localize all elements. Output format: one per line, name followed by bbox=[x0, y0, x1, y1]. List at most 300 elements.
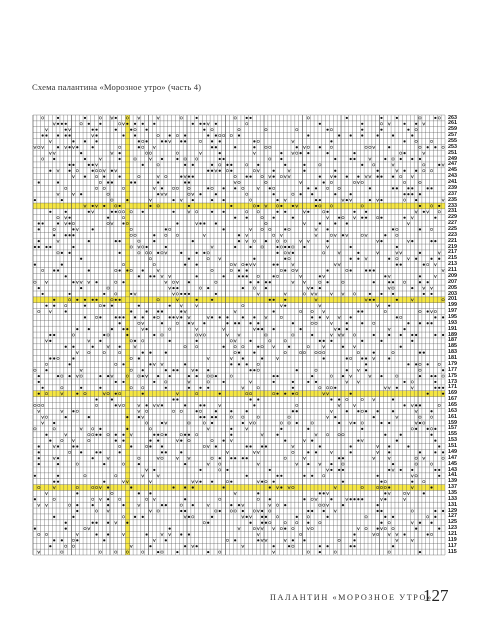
filled-dot-icon bbox=[273, 264, 275, 266]
filled-dot-icon bbox=[203, 123, 205, 125]
open-circle-icon bbox=[292, 451, 294, 453]
open-circle-icon bbox=[207, 258, 209, 260]
filled-dot-icon bbox=[72, 246, 74, 248]
filled-dot-icon bbox=[153, 275, 155, 277]
v-stitch-icon bbox=[249, 263, 251, 266]
filled-dot-icon bbox=[353, 422, 355, 424]
open-circle-icon bbox=[130, 228, 132, 230]
open-circle-icon bbox=[215, 510, 217, 512]
open-circle-icon bbox=[342, 463, 344, 465]
open-circle-icon bbox=[161, 434, 163, 436]
filled-dot-icon bbox=[72, 234, 74, 236]
filled-dot-icon bbox=[230, 170, 232, 172]
filled-dot-icon bbox=[45, 134, 47, 136]
filled-dot-icon bbox=[350, 269, 352, 271]
open-circle-icon bbox=[330, 146, 332, 148]
open-circle-icon bbox=[430, 533, 432, 535]
filled-dot-icon bbox=[442, 451, 444, 453]
filled-dot-icon bbox=[388, 334, 390, 336]
filled-dot-icon bbox=[161, 451, 163, 453]
filled-dot-icon bbox=[430, 434, 432, 436]
open-circle-icon bbox=[392, 527, 394, 529]
filled-dot-icon bbox=[311, 475, 313, 477]
filled-dot-icon bbox=[319, 123, 321, 125]
open-circle-icon bbox=[246, 164, 248, 166]
filled-dot-icon bbox=[68, 164, 70, 166]
filled-dot-icon bbox=[288, 545, 290, 547]
filled-dot-icon bbox=[215, 134, 217, 136]
filled-dot-icon bbox=[49, 170, 51, 172]
filled-dot-icon bbox=[211, 316, 213, 318]
filled-dot-icon bbox=[411, 340, 413, 342]
open-circle-icon bbox=[323, 504, 325, 506]
filled-dot-icon bbox=[172, 199, 174, 201]
open-circle-icon bbox=[211, 439, 213, 441]
open-circle-icon bbox=[423, 170, 425, 172]
filled-dot-icon bbox=[161, 422, 163, 424]
filled-dot-icon bbox=[380, 422, 382, 424]
open-circle-icon bbox=[53, 428, 55, 430]
open-circle-icon bbox=[361, 234, 363, 236]
v-stitch-icon bbox=[376, 445, 378, 448]
filled-dot-icon bbox=[42, 134, 44, 136]
open-circle-icon bbox=[142, 140, 144, 142]
filled-dot-icon bbox=[57, 222, 59, 224]
v-stitch-icon bbox=[319, 304, 321, 307]
v-stitch-icon bbox=[153, 146, 155, 149]
v-stitch-icon bbox=[249, 422, 251, 425]
open-circle-icon bbox=[234, 346, 236, 348]
filled-dot-icon bbox=[84, 158, 86, 160]
filled-dot-icon bbox=[219, 158, 221, 160]
filled-dot-icon bbox=[188, 176, 190, 178]
open-circle-icon bbox=[246, 211, 248, 213]
filled-dot-icon bbox=[434, 334, 436, 336]
v-stitch-icon bbox=[357, 527, 359, 530]
filled-dot-icon bbox=[269, 469, 271, 471]
open-circle-icon bbox=[115, 363, 117, 365]
filled-dot-icon bbox=[392, 516, 394, 518]
filled-dot-icon bbox=[38, 181, 40, 183]
v-stitch-icon bbox=[373, 398, 375, 401]
open-circle-icon bbox=[396, 234, 398, 236]
filled-dot-icon bbox=[403, 193, 405, 195]
filled-dot-icon bbox=[246, 516, 248, 518]
filled-dot-icon bbox=[92, 522, 94, 524]
open-circle-icon bbox=[242, 346, 244, 348]
v-stitch-icon bbox=[303, 457, 305, 460]
v-stitch-icon bbox=[246, 428, 248, 431]
open-circle-icon bbox=[45, 416, 47, 418]
v-stitch-icon bbox=[349, 199, 351, 202]
filled-dot-icon bbox=[430, 410, 432, 412]
filled-dot-icon bbox=[261, 522, 263, 524]
filled-dot-icon bbox=[165, 539, 167, 541]
filled-dot-icon bbox=[392, 410, 394, 412]
filled-dot-icon bbox=[403, 217, 405, 219]
filled-dot-icon bbox=[49, 211, 51, 213]
open-circle-icon bbox=[80, 375, 82, 377]
filled-dot-icon bbox=[180, 451, 182, 453]
filled-dot-icon bbox=[380, 522, 382, 524]
open-circle-icon bbox=[319, 164, 321, 166]
open-circle-icon bbox=[103, 187, 105, 189]
filled-dot-icon bbox=[284, 440, 286, 442]
row-number-label: 133 bbox=[448, 495, 457, 502]
open-circle-icon bbox=[296, 404, 298, 406]
open-circle-icon bbox=[307, 117, 309, 119]
open-circle-icon bbox=[165, 381, 167, 383]
filled-dot-icon bbox=[419, 205, 421, 207]
row-number-label: 211 bbox=[448, 267, 457, 274]
v-stitch-icon bbox=[330, 322, 332, 325]
filled-dot-icon bbox=[115, 381, 117, 383]
filled-dot-icon bbox=[380, 217, 382, 219]
v-stitch-icon bbox=[34, 146, 36, 149]
open-circle-icon bbox=[95, 316, 97, 318]
filled-dot-icon bbox=[315, 381, 317, 383]
filled-dot-icon bbox=[211, 164, 213, 166]
filled-dot-icon bbox=[419, 275, 421, 277]
open-circle-icon bbox=[276, 275, 278, 277]
open-circle-icon bbox=[65, 304, 67, 306]
filled-dot-icon bbox=[307, 510, 309, 512]
filled-dot-icon bbox=[365, 410, 367, 412]
open-circle-icon bbox=[261, 246, 263, 248]
open-circle-icon bbox=[365, 516, 367, 518]
v-stitch-icon bbox=[76, 228, 78, 231]
open-circle-icon bbox=[246, 123, 248, 125]
open-circle-icon bbox=[400, 175, 402, 177]
open-circle-icon bbox=[253, 287, 255, 289]
filled-dot-icon bbox=[196, 299, 198, 301]
open-circle-icon bbox=[319, 351, 321, 353]
open-circle-icon bbox=[145, 445, 147, 447]
filled-dot-icon bbox=[388, 146, 390, 148]
open-circle-icon bbox=[346, 398, 348, 400]
filled-dot-icon bbox=[311, 334, 313, 336]
filled-dot-icon bbox=[119, 176, 121, 178]
filled-dot-icon bbox=[107, 375, 109, 377]
open-circle-icon bbox=[118, 123, 120, 125]
open-circle-icon bbox=[38, 404, 40, 406]
open-circle-icon bbox=[172, 281, 174, 283]
open-circle-icon bbox=[396, 375, 398, 377]
v-stitch-icon bbox=[134, 346, 136, 349]
filled-dot-icon bbox=[296, 516, 298, 518]
open-circle-icon bbox=[438, 211, 440, 213]
filled-dot-icon bbox=[184, 545, 186, 547]
filled-dot-icon bbox=[319, 551, 321, 553]
row-number-label: 263 bbox=[448, 114, 457, 121]
filled-dot-icon bbox=[92, 205, 94, 207]
filled-dot-icon bbox=[396, 299, 398, 301]
filled-dot-icon bbox=[68, 170, 70, 172]
open-circle-icon bbox=[307, 551, 309, 553]
open-circle-icon bbox=[242, 416, 244, 418]
filled-dot-icon bbox=[49, 357, 51, 359]
filled-dot-icon bbox=[138, 140, 140, 142]
filled-dot-icon bbox=[430, 258, 432, 260]
filled-dot-icon bbox=[38, 375, 40, 377]
open-circle-icon bbox=[157, 164, 159, 166]
filled-dot-icon bbox=[373, 352, 375, 354]
filled-dot-icon bbox=[357, 410, 359, 412]
filled-dot-icon bbox=[157, 181, 159, 183]
filled-dot-icon bbox=[157, 375, 159, 377]
open-circle-icon bbox=[303, 293, 305, 295]
open-circle-icon bbox=[142, 246, 144, 248]
filled-dot-icon bbox=[103, 334, 105, 336]
filled-dot-icon bbox=[72, 164, 74, 166]
open-circle-icon bbox=[261, 346, 263, 348]
v-stitch-icon bbox=[115, 170, 117, 173]
filled-dot-icon bbox=[145, 129, 147, 131]
filled-dot-icon bbox=[107, 504, 109, 506]
filled-dot-icon bbox=[284, 299, 286, 301]
open-circle-icon bbox=[265, 222, 267, 224]
filled-dot-icon bbox=[184, 510, 186, 512]
filled-dot-icon bbox=[249, 522, 251, 524]
v-stitch-icon bbox=[249, 381, 251, 384]
open-circle-icon bbox=[176, 234, 178, 236]
filled-dot-icon bbox=[265, 522, 267, 524]
filled-dot-icon bbox=[392, 134, 394, 136]
filled-dot-icon bbox=[138, 275, 140, 277]
filled-dot-icon bbox=[161, 187, 163, 189]
filled-dot-icon bbox=[280, 152, 282, 154]
filled-dot-icon bbox=[257, 205, 259, 207]
filled-dot-icon bbox=[119, 316, 121, 318]
filled-dot-icon bbox=[361, 498, 363, 500]
filled-dot-icon bbox=[292, 381, 294, 383]
filled-dot-icon bbox=[292, 539, 294, 541]
open-circle-icon bbox=[41, 117, 43, 119]
filled-dot-icon bbox=[265, 287, 267, 289]
filled-dot-icon bbox=[211, 199, 213, 201]
v-stitch-icon bbox=[145, 375, 147, 378]
v-stitch-icon bbox=[396, 533, 398, 536]
filled-dot-icon bbox=[145, 533, 147, 535]
filled-dot-icon bbox=[57, 146, 59, 148]
filled-dot-icon bbox=[80, 451, 82, 453]
v-stitch-icon bbox=[249, 228, 251, 231]
open-circle-icon bbox=[353, 334, 355, 336]
filled-dot-icon bbox=[53, 539, 55, 541]
open-circle-icon bbox=[203, 522, 205, 524]
filled-dot-icon bbox=[119, 451, 121, 453]
filled-dot-icon bbox=[365, 217, 367, 219]
v-stitch-icon bbox=[411, 175, 413, 178]
filled-dot-icon bbox=[269, 187, 271, 189]
filled-dot-icon bbox=[303, 498, 305, 500]
open-circle-icon bbox=[388, 522, 390, 524]
open-circle-icon bbox=[72, 539, 74, 541]
filled-dot-icon bbox=[115, 434, 117, 436]
filled-dot-icon bbox=[438, 445, 440, 447]
filled-dot-icon bbox=[188, 293, 190, 295]
v-stitch-icon bbox=[323, 275, 325, 278]
filled-dot-icon bbox=[34, 264, 36, 266]
v-stitch-icon bbox=[423, 152, 425, 155]
v-stitch-icon bbox=[65, 222, 67, 225]
filled-dot-icon bbox=[84, 176, 86, 178]
filled-dot-icon bbox=[407, 193, 409, 195]
filled-dot-icon bbox=[107, 533, 109, 535]
filled-dot-icon bbox=[165, 246, 167, 248]
filled-dot-icon bbox=[165, 369, 167, 371]
filled-dot-icon bbox=[65, 310, 67, 312]
filled-dot-icon bbox=[353, 158, 355, 160]
filled-dot-icon bbox=[326, 545, 328, 547]
filled-dot-icon bbox=[234, 187, 236, 189]
open-circle-icon bbox=[361, 398, 363, 400]
open-circle-icon bbox=[400, 316, 402, 318]
open-circle-icon bbox=[319, 504, 321, 506]
filled-dot-icon bbox=[323, 181, 325, 183]
open-circle-icon bbox=[299, 310, 301, 312]
filled-dot-icon bbox=[203, 404, 205, 406]
filled-dot-icon bbox=[207, 134, 209, 136]
filled-dot-icon bbox=[342, 481, 344, 483]
v-stitch-icon bbox=[357, 181, 359, 184]
filled-dot-icon bbox=[34, 475, 36, 477]
filled-dot-icon bbox=[99, 387, 101, 389]
v-stitch-icon bbox=[323, 346, 325, 349]
filled-dot-icon bbox=[95, 522, 97, 524]
filled-dot-icon bbox=[57, 463, 59, 465]
v-stitch-icon bbox=[415, 422, 417, 425]
filled-dot-icon bbox=[222, 381, 224, 383]
filled-dot-icon bbox=[115, 240, 117, 242]
filled-dot-icon bbox=[346, 176, 348, 178]
filled-dot-icon bbox=[226, 164, 228, 166]
filled-dot-icon bbox=[238, 269, 240, 271]
filled-dot-icon bbox=[346, 117, 348, 119]
filled-dot-icon bbox=[99, 375, 101, 377]
open-circle-icon bbox=[180, 410, 182, 412]
filled-dot-icon bbox=[203, 252, 205, 254]
open-circle-icon bbox=[311, 527, 313, 529]
v-stitch-icon bbox=[157, 457, 159, 460]
filled-dot-icon bbox=[215, 193, 217, 195]
filled-dot-icon bbox=[222, 211, 224, 213]
open-circle-icon bbox=[438, 117, 440, 119]
filled-dot-icon bbox=[384, 492, 386, 494]
filled-dot-icon bbox=[353, 545, 355, 547]
open-circle-icon bbox=[95, 404, 97, 406]
v-stitch-icon bbox=[257, 527, 259, 530]
open-circle-icon bbox=[265, 146, 267, 148]
open-circle-icon bbox=[369, 146, 371, 148]
filled-dot-icon bbox=[384, 234, 386, 236]
filled-dot-icon bbox=[265, 516, 267, 518]
open-circle-icon bbox=[168, 328, 170, 330]
open-circle-icon bbox=[392, 158, 394, 160]
v-stitch-icon bbox=[38, 410, 40, 413]
filled-dot-icon bbox=[334, 416, 336, 418]
open-circle-icon bbox=[234, 175, 236, 177]
filled-dot-icon bbox=[103, 205, 105, 207]
v-stitch-icon bbox=[253, 451, 255, 454]
filled-dot-icon bbox=[396, 264, 398, 266]
filled-dot-icon bbox=[423, 492, 425, 494]
open-circle-icon bbox=[330, 181, 332, 183]
filled-dot-icon bbox=[53, 158, 55, 160]
filled-dot-icon bbox=[315, 187, 317, 189]
filled-dot-icon bbox=[53, 422, 55, 424]
row-number-label: 183 bbox=[448, 349, 457, 356]
open-circle-icon bbox=[361, 422, 363, 424]
open-circle-icon bbox=[115, 281, 117, 283]
v-stitch-icon bbox=[346, 498, 348, 501]
filled-dot-icon bbox=[57, 457, 59, 459]
v-stitch-icon bbox=[323, 310, 325, 313]
v-stitch-icon bbox=[407, 492, 409, 495]
v-stitch-icon bbox=[280, 304, 282, 307]
filled-dot-icon bbox=[92, 129, 94, 131]
filled-dot-icon bbox=[222, 440, 224, 442]
filled-dot-icon bbox=[242, 510, 244, 512]
open-circle-icon bbox=[330, 387, 332, 389]
v-stitch-icon bbox=[257, 170, 259, 173]
v-stitch-icon bbox=[122, 533, 124, 536]
open-circle-icon bbox=[195, 158, 197, 160]
v-stitch-icon bbox=[423, 457, 425, 460]
v-stitch-icon bbox=[176, 457, 178, 460]
open-circle-icon bbox=[442, 375, 444, 377]
open-circle-icon bbox=[41, 158, 43, 160]
open-circle-icon bbox=[353, 181, 355, 183]
footer-title: ПАЛАНТИН «МОРОЗНОЕ УТРО» bbox=[270, 593, 433, 602]
v-stitch-icon bbox=[153, 498, 155, 501]
v-stitch-icon bbox=[168, 140, 170, 143]
v-stitch-icon bbox=[234, 310, 236, 313]
v-stitch-icon bbox=[315, 434, 317, 437]
open-circle-icon bbox=[84, 475, 86, 477]
row-number-label: 217 bbox=[448, 249, 457, 256]
filled-dot-icon bbox=[196, 117, 198, 119]
filled-dot-icon bbox=[411, 334, 413, 336]
open-circle-icon bbox=[115, 269, 117, 271]
filled-dot-icon bbox=[319, 222, 321, 224]
filled-dot-icon bbox=[122, 134, 124, 136]
v-stitch-icon bbox=[315, 293, 317, 296]
filled-dot-icon bbox=[211, 170, 213, 172]
open-circle-icon bbox=[145, 152, 147, 154]
filled-dot-icon bbox=[392, 463, 394, 465]
filled-dot-icon bbox=[249, 398, 251, 400]
filled-dot-icon bbox=[215, 293, 217, 295]
row-number-label: 233 bbox=[448, 202, 457, 209]
open-circle-icon bbox=[357, 351, 359, 353]
filled-dot-icon bbox=[169, 316, 171, 318]
open-circle-icon bbox=[269, 158, 271, 160]
v-stitch-icon bbox=[157, 404, 159, 407]
filled-dot-icon bbox=[115, 117, 117, 119]
open-circle-icon bbox=[111, 492, 113, 494]
filled-dot-icon bbox=[249, 246, 251, 248]
v-stitch-icon bbox=[157, 117, 159, 120]
filled-dot-icon bbox=[115, 129, 117, 131]
v-stitch-icon bbox=[411, 475, 413, 478]
filled-dot-icon bbox=[350, 545, 352, 547]
filled-dot-icon bbox=[326, 240, 328, 242]
filled-dot-icon bbox=[138, 463, 140, 465]
filled-dot-icon bbox=[76, 445, 78, 447]
v-stitch-icon bbox=[257, 533, 259, 536]
filled-dot-icon bbox=[65, 234, 67, 236]
